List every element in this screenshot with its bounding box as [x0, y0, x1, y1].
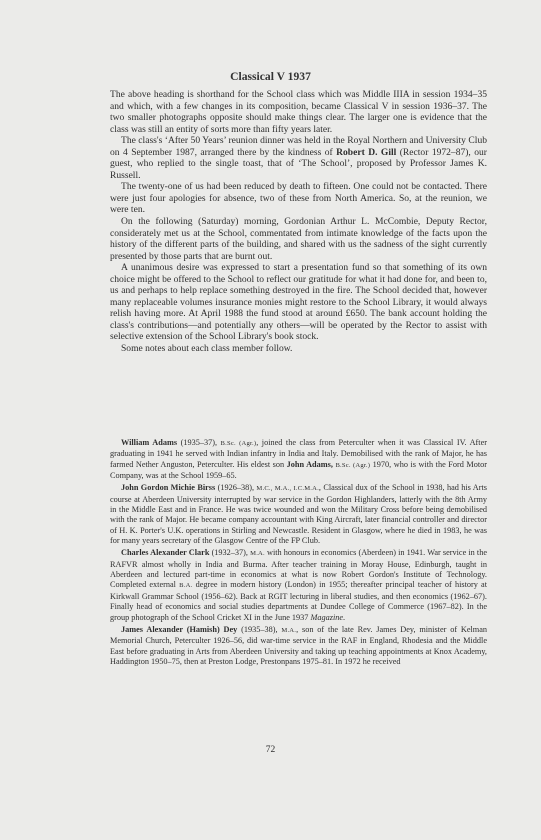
intro-section [110, 89, 487, 355]
rector-name: Robert D. Gill [336, 146, 397, 158]
intro-paragraph-6: Some notes about each class member follow. [121, 343, 293, 355]
page-title: Classical V 1937 [230, 70, 311, 83]
intro-paragraph-5: A unanimous desire was expressed to start a presentation fund so that something of its own choice might be offered to the School to reflect our gratitude for what it had done for, and been to, us and perhaps to help replace something destroyed in the fire. The School decided that, however many replaceable volumes insurance monies might restore to the School Library, it would always relish having more. At April 1988 the fund stood at around £650. The bank account holding the class's contributions—and potentially any others—will be operated by the Rector to assist with selective extension of the School Library's book stock. [110, 262, 487, 343]
entry-clark: Charles Alexander Clark (1932–37), M.A. with honours in economics (Aberdeen) in 1941. War service in the RAFVR almost wholly in India and Burma. After teacher training in Moray House, Edinburgh, taught in Aberdeen and lectured part-time in economics at what is now Robert Gordon's Institute of Technology. Completed external B.A. degree in modern history (London) in 1955; thereafter principal teacher of history at Kirkwall Grammar School (1956–62). Back at RGIT lecturing in liberal studies, and then economics (1962–67). Finally head of economics and social studies departments at Dundee College of Commerce (1967–82). In the group photograph of the School Cricket XI in the June 1937 Magazine. [110, 548, 487, 622]
page-number: 72 [265, 745, 276, 755]
entry-dey: James Alexander (Hamish) Dey (1935–38), M.A., son of the late Rev. James Dey, minister of Kelman Memorial Church, Peterculter 1926–56, did war-time service in the RAF in England, Rhodesia and the Middle East before graduating in Arts from Aberdeen University and taking up teaching appointments at Knox Academy, Haddington 1950–75, then at Preston Lodge, Prestonpans 1975–81. In 1972 he received [110, 624, 488, 666]
intro-paragraph-3: The twenty-one of us had been reduced by death to fifteen. One could not be contacted. There were just four apologies for absence, two of these from North America. So, at the reunion, we were ten. [110, 181, 487, 216]
class-member-notes [110, 438, 487, 669]
intro-paragraph-2: The class's ‘After 50 Years’ reunion dinner was held in the Royal Northern and University Club on 4 September 1987, arranged there by the kindness of Robert D. Gill (Rector 1972–87), our guest, who replied to the single toast, that of ‘The School’, proposed by Professor James K. Russell. [110, 135, 487, 181]
intro-paragraph-1: The above heading is shorthand for the School class which was Middle IIIA in session 1934–35 and which, with a few changes in its composition, became Classical V in session 1936–37. The two smaller photographs opposite should make things clear. The larger one is evidence that the class was still an entity of sorts more than fifty years later. [110, 89, 487, 135]
intro-paragraph-4: On the following (Saturday) morning, Gordonian Arthur L. McCombie, Deputy Rector, considerately met us at the School, commentated from intimate knowledge of the facts upon the history of the different parts of the building, and shared with us the sadness of the sight currently presented by those parts that are burnt out. [110, 216, 487, 262]
entry-adams: William Adams (1935–37), B.Sc. (Agr.), joined the class from Peterculter when it was Classical IV. After graduating in 1941 he served with Indian infantry in India and Italy. Demobilised with the rank of Major, he has farmed Nether Anguston, Peterculter. His eldest son John Adams, B.Sc. (Agr.) 1970, who is with the Ford Motor Company, was at the School 1959–65. [110, 438, 487, 481]
entry-birss: John Gordon Michie Birss (1926–38), M.C., M.A., I.C.M.A., Classical dux of the School in 1938, had his Arts course at Aberdeen University interrupted by war service in the Gordon Highlanders, latterly with the 8th Army in the Middle East and in France. He was twice wounded and won the Military Cross before being demobilised with the rank of Major. He became company accountant with King Aircraft, later financial controller and director of H. K. Porter's U.K. operations in Stirling and Newcastle. Resident in Glasgow, where he died in 1983, he was for many years secretary of the Glasgow Centre of the FP Club. [110, 483, 488, 546]
